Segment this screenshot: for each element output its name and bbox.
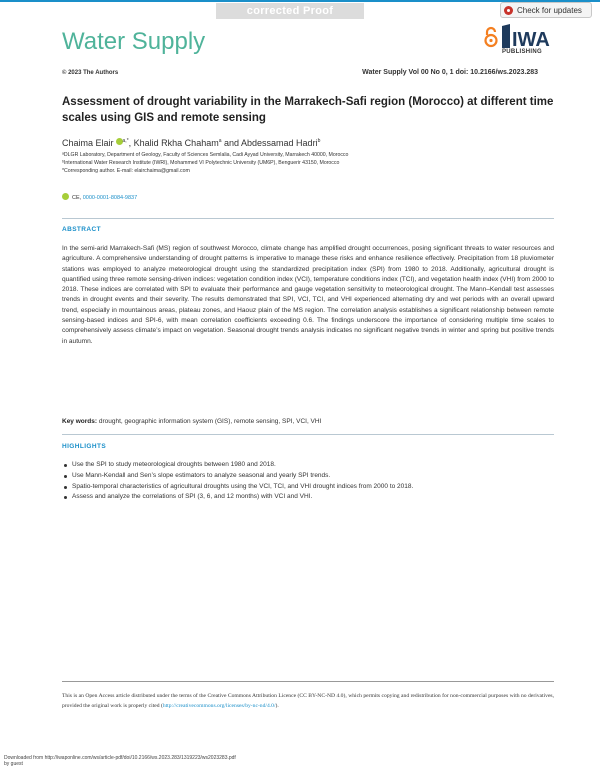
orcid-link[interactable]: 0000-0001-8084-9837 — [82, 195, 138, 201]
author-list — [62, 138, 320, 148]
license-end: ). — [275, 703, 279, 709]
article-title: Assessment of drought variability in the Marrakech-Safi region (Morocco) at different time scales using GIS and remote sensing — [62, 96, 554, 124]
author-name[interactable]: Chaima Elair — [62, 138, 114, 148]
highlight-item: Spatio-temporal characteristics of agricultural droughts using the VCI, TCI, and VHI drought indices from 2000 to 2018. — [62, 482, 554, 493]
publisher-subtitle: PUBLISHING — [502, 49, 543, 55]
copyright-notice: © 2023 The Authors — [62, 70, 119, 76]
keywords-label: Key words: — [62, 418, 98, 425]
license-link[interactable]: http://creativecommons.org/licenses/by-nc-nd/4.0/ — [162, 703, 276, 709]
author-name[interactable]: and Abdessamad Hadri — [221, 138, 318, 148]
orcid-icon[interactable] — [116, 138, 123, 145]
footer-divider — [62, 681, 554, 682]
journal-title: Water Supply — [62, 28, 206, 55]
citation-line: Water Supply Vol 00 No 0, 1 doi: 10.2166/ws.2023.283 — [362, 69, 538, 76]
author-superscript: a,* — [122, 138, 129, 144]
license-notice — [62, 691, 554, 711]
divider — [62, 218, 554, 219]
download-line: by guest — [4, 761, 23, 767]
abstract-heading: ABSTRACT — [62, 226, 101, 233]
highlight-item: Assess and analyze the correlations of SPI (3, 6, and 12 months) with VCI and VHI. — [62, 492, 554, 503]
orcid-label: CE, — [72, 195, 82, 201]
corresponding-author: *Corresponding author. E-mail: elairchaima@gmail.com — [62, 168, 190, 174]
affiliation-b: ᵇInternational Water Research Institute (IWRI), Mohammed VI Polytechnic University (UM6P), Benguerir 43150, Morocco — [62, 160, 340, 166]
highlight-item: Use the SPI to study meteorological droughts between 1980 and 2018. — [62, 460, 554, 471]
license-text: This is an Open Access article distributed under the terms of the Creative Commons Attribution Licence (CC BY-NC-ND 4.0), which permits copying and redistribution for non-commercial purposes with no derivatives, provided the original work is properly cited ( — [62, 693, 554, 709]
corrected-proof-banner: corrected Proof — [216, 3, 364, 19]
author-superscript: b — [317, 138, 321, 144]
keywords — [62, 418, 321, 425]
highlight-item: Use Mann-Kendall and Sen’s slope estimators to analyze seasonal and yearly SPI trends. — [62, 471, 554, 482]
orcid-line — [62, 193, 137, 201]
author-name[interactable]: , Khalid Rkha Chaham — [128, 138, 219, 148]
affiliation-a: ᵃDLGR Laboratory, Department of Geology, Faculty of Sciences Semlalia, Cadi Ayyad University, Marrakech 40000, Morocco — [62, 152, 349, 158]
orcid-icon — [62, 193, 69, 200]
check-for-updates-button[interactable] — [500, 2, 592, 18]
crossmark-icon — [504, 6, 513, 15]
iwa-logo-text: IWA — [512, 29, 550, 51]
download-line: Downloaded from http://iwaponline.com/ws/article-pdf/doi/10.2166/ws.2023.283/1319223/ws2023283.pdf — [4, 755, 236, 761]
author-superscript: a — [218, 138, 222, 144]
download-notice — [4, 755, 236, 767]
open-access-icon — [484, 26, 498, 48]
check-for-updates-label: Check for updates — [517, 6, 582, 15]
highlights-list — [62, 460, 554, 503]
divider — [62, 434, 554, 435]
abstract-text: In the semi-arid Marrakech-Safi (MS) region of southwest Morocco, climate change has amplified drought occurrences, posing significant threats to water resources and agriculture. A comprehensive understanding of drought patterns is imperative to manage these risks and enhance resilience effectively. Precipitation from 18 pluviometer stations was employed to analyze meteorological drought using the standardized precipitation index (SPI) from 1980 to 2018. Additionally, agricultural drought is quantified using three remote sensing-driven indices: vegetation condition index (VCI), temperature conditions index (TCI), and vegetation health index (VHI) from 2000 to 2018. These indices are correlated with SPI to evaluate their performance and gauge vegetation sensitivity to meteorological drought. The Mann–Kendall test assesses trends in drought events and their severity. The results demonstrated that SPI, VCI, TCI, and VHI experienced alternating dry and wet periods with an overall upward trend, especially in mountainous areas, plateau zones, and Haouz plain of the MS region. The correlation analysis establishes a significant relationship between remote sensing-based indices and SPI-6, with mean correlation coefficients exceeding 0.6. The findings underscore the importance of considering multiple time scales to comprehensively assess climate’s impact on vegetation. Seasonal drought trends analysis indicates no significant negative trends in winter and spring but positive trends in autumn. — [62, 245, 554, 345]
keywords-text: drought, geographic information system (GIS), remote sensing, SPI, VCI, VHI — [97, 418, 322, 425]
highlights-heading: HIGHLIGHTS — [62, 443, 107, 450]
